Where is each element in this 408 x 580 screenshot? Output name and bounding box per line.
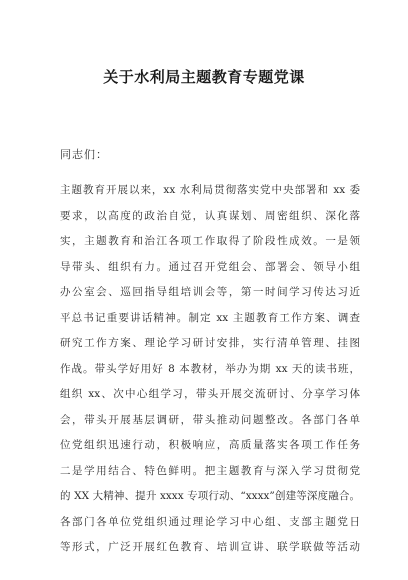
salutation: 同志们： [60, 148, 108, 161]
body-line: 研究工作方案、理论学习研讨安排，实行清单管理、挂图 [60, 337, 360, 349]
body-line: 会，带头开展基层调研，带头推动问题整改。各部门各单 [60, 413, 360, 426]
body-line: 作战。带头学好用好 8 本教材，举办为期 xx 天的读书班， [60, 362, 360, 375]
body-line: 各部门各单位党组织通过理论学习中心组、支部主题党日 [60, 515, 360, 528]
body-line: 二是学用结合、特色鲜明。把主题教育与深入学习贯彻党 [60, 464, 360, 477]
body-line: 主题教育开展以来，xx 水利局贯彻落实党中央部署和 xx 委 [60, 184, 360, 196]
document-title: 关于水利局主题教育专题党课 [103, 68, 305, 86]
body-line: 组织 xx、次中心组学习，带头开展交流研讨、分享学习体 [60, 388, 360, 400]
body-line: 等形式，广泛开展红色教育、培训宣讲、联学联做等活动 [60, 541, 360, 553]
body-line: 要求，以高度的政治自觉，认真谋划、周密组织、深化落 [60, 209, 360, 222]
document-body [60, 178, 360, 561]
body-line: 平总书记重要讲话精神。制定 xx 主题教育工作方案、调查 [60, 311, 360, 324]
body-line: 的 XX 大精神、提升 xxxx 专项行动、“xxxx”创建等深度融合。 [60, 490, 360, 502]
body-line: 位党组织迅速行动，积极响应，高质量落实各项工作任务 [60, 439, 360, 451]
body-line: 实，主题教育和治江各项工作取得了阶段性成效。一是领 [60, 235, 360, 247]
body-line: 办公室会、巡回指导组培训会等，第一时间学习传达习近 [60, 286, 360, 298]
body-line: 导带头、组织有力。通过召开党组会、部署会、领导小组 [60, 260, 360, 273]
